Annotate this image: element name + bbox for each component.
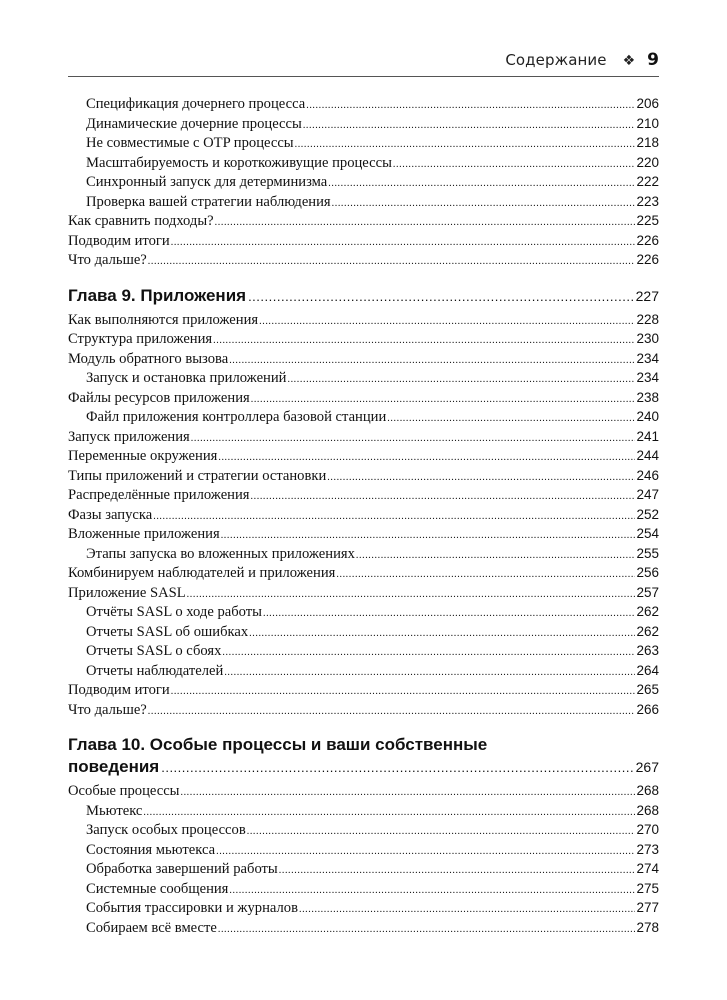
- toc-section-entry[interactable]: [68, 446, 659, 466]
- dot-leader: [387, 408, 635, 429]
- dot-leader: [332, 193, 636, 214]
- toc-subsection-entry[interactable]: [68, 801, 659, 821]
- entry-page-number: 241: [636, 428, 659, 444]
- entry-title: Переменные окружения: [68, 448, 218, 464]
- chapter-title-line: Глава 10. Особые процессы и ваши собственные: [68, 735, 488, 754]
- entry-title: Вложенные приложения: [68, 526, 220, 542]
- dot-leader: [148, 251, 636, 272]
- toc-subsection-entry[interactable]: [68, 114, 659, 134]
- entry-page-number: 222: [636, 174, 659, 189]
- dot-leader: [287, 369, 635, 390]
- entry-title: Подводим итоги: [68, 682, 170, 698]
- toc-subsection-entry[interactable]: [68, 407, 659, 427]
- entry-page-number: 206: [636, 96, 659, 111]
- table-of-contents: [68, 94, 659, 937]
- entry-title: Особые процессы: [68, 783, 180, 799]
- entry-title: Что дальше?: [68, 701, 147, 718]
- entry-title: Запуск приложения: [68, 428, 190, 445]
- toc-section-entry[interactable]: [68, 563, 659, 583]
- dot-leader: [148, 701, 636, 722]
- toc-subsection-entry[interactable]: [68, 172, 659, 192]
- entry-page-number: 226: [636, 232, 659, 248]
- dot-leader: [187, 584, 636, 605]
- dot-leader: [336, 564, 635, 585]
- chapter-heading[interactable]: [68, 285, 659, 307]
- entry-page-number: 262: [636, 623, 659, 639]
- dot-leader: [153, 506, 635, 527]
- toc-subsection-entry[interactable]: [68, 879, 659, 899]
- entry-title: Комбинируем наблюдателей и приложения: [68, 565, 336, 581]
- toc-section-entry[interactable]: [68, 781, 659, 801]
- toc-section-entry[interactable]: [68, 485, 659, 505]
- dot-leader: [171, 232, 636, 253]
- toc-section-entry[interactable]: [68, 349, 659, 369]
- entry-title: Запуск и остановка приложений: [86, 370, 287, 386]
- running-header-title: Содержание: [505, 51, 607, 69]
- toc-subsection-entry[interactable]: [68, 133, 659, 153]
- header-rule: [68, 76, 659, 77]
- entry-page-number: 234: [636, 370, 659, 385]
- toc-subsection-entry[interactable]: [68, 661, 659, 681]
- entry-page-number: 247: [636, 487, 659, 502]
- dot-leader: [180, 782, 635, 803]
- chapter-page-number: 227: [635, 287, 659, 304]
- chapter-title-row: [68, 285, 659, 307]
- dot-leader: [213, 330, 635, 351]
- toc-subsection-entry[interactable]: [68, 898, 659, 918]
- entry-title: Файл приложения контроллера базовой станции: [86, 409, 387, 425]
- toc-section-entry[interactable]: [68, 310, 659, 330]
- entry-page-number: 274: [636, 861, 659, 876]
- entry-title: Подводим итоги: [68, 232, 170, 249]
- dot-leader: [143, 802, 635, 823]
- dot-leader: [328, 173, 635, 194]
- dot-leader: [259, 311, 635, 332]
- toc-section-entry[interactable]: [68, 524, 659, 544]
- entry-title: Состояния мьютекса: [86, 841, 216, 858]
- entry-title: Распределённые приложения: [68, 487, 250, 503]
- dot-leader: [251, 486, 636, 507]
- entry-title: Обработка завершений работы: [86, 861, 278, 877]
- toc-subsection-entry[interactable]: [68, 94, 659, 114]
- entry-page-number: 226: [636, 252, 659, 267]
- toc-subsection-entry[interactable]: [68, 602, 659, 622]
- toc-section-entry[interactable]: [68, 680, 659, 700]
- entry-title: Отчёты SASL о ходе работы: [86, 604, 262, 620]
- entry-page-number: 268: [636, 783, 659, 798]
- toc-section-entry[interactable]: [68, 505, 659, 525]
- entry-title: Масштабируемость и короткоживущие процессы: [86, 154, 392, 171]
- toc-section-entry[interactable]: [68, 700, 659, 720]
- toc-subsection-entry[interactable]: [68, 544, 659, 564]
- dot-leader: [161, 757, 633, 779]
- entry-title: Структура приложения: [68, 331, 213, 347]
- dot-leader: [327, 467, 635, 488]
- toc-subsection-entry[interactable]: [68, 840, 659, 860]
- toc-subsection-entry[interactable]: [68, 368, 659, 388]
- entry-page-number: 244: [636, 448, 659, 463]
- toc-section-entry[interactable]: [68, 388, 659, 408]
- entry-title: Фазы запуска: [68, 506, 153, 523]
- entry-page-number: 265: [636, 682, 659, 697]
- toc-section-entry[interactable]: [68, 329, 659, 349]
- entry-title: Что дальше?: [68, 252, 147, 268]
- entry-page-number: 252: [636, 506, 659, 522]
- chapter-heading[interactable]: [68, 734, 659, 778]
- dot-leader: [249, 623, 635, 644]
- entry-title: Этапы запуска во вложенных приложениях: [86, 545, 355, 562]
- toc-section-entry[interactable]: [68, 583, 659, 603]
- entry-title: Типы приложений и стратегии остановки: [68, 467, 327, 484]
- entry-page-number: 277: [636, 900, 659, 915]
- entry-title: Синхронный запуск для детерминизма: [86, 174, 328, 190]
- entry-page-number: 270: [636, 822, 659, 837]
- entry-page-number: 254: [636, 526, 659, 541]
- running-header: [68, 50, 659, 74]
- toc-section-entry[interactable]: [68, 211, 659, 231]
- dot-leader: [279, 860, 636, 881]
- dot-leader: [248, 286, 634, 308]
- dot-leader: [229, 880, 635, 901]
- entry-page-number: 255: [636, 545, 659, 561]
- entry-title: Не совместимые с OTP процессы: [86, 135, 294, 151]
- dot-leader: [295, 134, 636, 155]
- entry-page-number: 234: [636, 350, 659, 366]
- dot-leader: [216, 841, 635, 862]
- dot-leader: [303, 115, 636, 136]
- entry-page-number: 225: [636, 213, 659, 228]
- entry-page-number: 257: [636, 584, 659, 600]
- entry-page-number: 238: [636, 389, 659, 405]
- dot-leader: [218, 919, 636, 940]
- entry-title: Собираем всё вместе: [86, 919, 217, 936]
- dot-leader: [218, 447, 635, 468]
- dot-leader: [224, 662, 635, 683]
- entry-title: Как выполняются приложения: [68, 311, 259, 328]
- entry-title: Динамические дочерние процессы: [86, 115, 302, 132]
- dot-leader: [215, 212, 636, 233]
- toc-subsection-entry[interactable]: [68, 859, 659, 879]
- entry-page-number: 263: [636, 643, 659, 658]
- toc-subsection-entry[interactable]: [68, 153, 659, 173]
- dot-leader: [299, 899, 636, 920]
- entry-title: Как сравнить подходы?: [68, 213, 214, 229]
- entry-page-number: 275: [636, 880, 659, 896]
- entry-page-number: 266: [636, 701, 659, 717]
- dot-leader: [263, 603, 636, 624]
- entry-page-number: 230: [636, 331, 659, 346]
- entry-page-number: 220: [636, 154, 659, 170]
- page-number: 9: [647, 50, 659, 70]
- chapter-title-line: поведения: [68, 757, 160, 776]
- entry-title: Мьютекс: [86, 802, 143, 819]
- entry-title: События трассировки и журналов: [86, 900, 298, 916]
- toc-section-entry[interactable]: [68, 250, 659, 270]
- toc-subsection-entry[interactable]: [68, 918, 659, 938]
- toc-section-entry[interactable]: [68, 427, 659, 447]
- entry-title: Проверка вашей стратегии наблюдения: [86, 193, 331, 210]
- entry-title: Отчеты наблюдателей: [86, 662, 224, 679]
- dot-leader: [356, 545, 636, 566]
- dot-leader: [251, 389, 636, 410]
- dot-leader: [393, 154, 636, 175]
- entry-page-number: 256: [636, 565, 659, 580]
- dot-leader: [171, 681, 636, 702]
- entry-title: Системные сообщения: [86, 880, 229, 897]
- toc-subsection-entry[interactable]: [68, 192, 659, 212]
- entry-page-number: 240: [636, 409, 659, 424]
- dot-leader: [221, 525, 636, 546]
- entry-page-number: 228: [636, 311, 659, 327]
- entry-page-number: 223: [636, 193, 659, 209]
- entry-title: Приложение SASL: [68, 584, 186, 601]
- toc-subsection-entry[interactable]: [68, 820, 659, 840]
- entry-title: Спецификация дочернего процесса: [86, 96, 306, 112]
- toc-subsection-entry[interactable]: [68, 641, 659, 661]
- entry-page-number: 264: [636, 662, 659, 678]
- entry-title: Модуль обратного вызова: [68, 350, 229, 367]
- dot-leader: [247, 821, 636, 842]
- entry-page-number: 218: [636, 135, 659, 150]
- entry-title: Отчеты SASL о сбоях: [86, 643, 222, 659]
- entry-title: Запуск особых процессов: [86, 822, 246, 838]
- chapter-page-number: 267: [635, 759, 659, 775]
- entry-page-number: 246: [636, 467, 659, 483]
- entry-title: Файлы ресурсов приложения: [68, 389, 250, 406]
- entry-page-number: 273: [636, 841, 659, 857]
- fleuron-icon: ❖: [622, 53, 636, 69]
- entry-page-number: 268: [636, 802, 659, 818]
- dot-leader: [222, 642, 635, 663]
- entry-page-number: 262: [636, 604, 659, 619]
- dot-leader: [306, 95, 635, 116]
- chapter-title-line: Глава 9. Приложения: [68, 285, 247, 305]
- dot-leader: [191, 428, 636, 449]
- toc-subsection-entry[interactable]: [68, 622, 659, 642]
- toc-section-entry[interactable]: [68, 231, 659, 251]
- chapter-title-row: [68, 756, 659, 778]
- entry-title: Отчеты SASL об ошибках: [86, 623, 249, 640]
- toc-section-entry[interactable]: [68, 466, 659, 486]
- entry-page-number: 210: [636, 115, 659, 131]
- entry-page-number: 278: [636, 919, 659, 935]
- dot-leader: [229, 350, 635, 371]
